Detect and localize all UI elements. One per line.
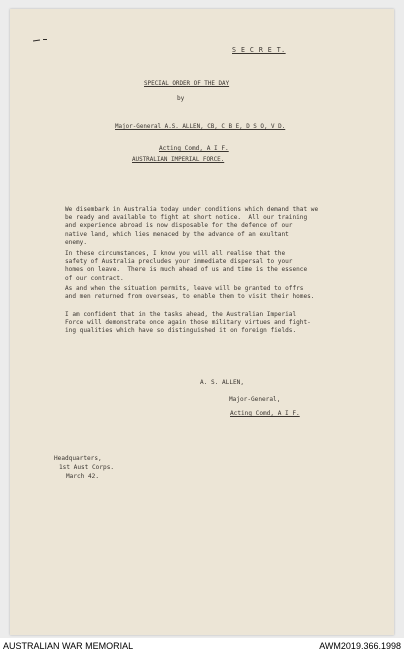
paragraph-3-line: As and when the situation permits, leave will be granted to offrs — [65, 285, 304, 292]
signature-name: A. S. ALLEN, — [200, 379, 245, 386]
paragraph-4-line: I am confident that in the tasks ahead, the Australian Imperial — [65, 311, 297, 318]
footer-institution: AUSTRALIAN WAR MEMORIAL — [3, 641, 134, 651]
role-line: Acting Comd, A I F. — [159, 145, 229, 152]
paragraph-1-line: enemy. — [65, 238, 88, 246]
paragraph-1-line: We disembark in Australia today under conditions which demand that we — [65, 206, 319, 213]
by-line: by — [177, 95, 185, 102]
location-line-1: Headquarters, — [54, 455, 102, 462]
paragraph-1-line: and experience abroad is now disposable for the defence of our — [65, 222, 293, 230]
ink-mark — [43, 39, 47, 40]
signature-rank: Major-General, — [229, 396, 281, 403]
author-line: Major-General A.S. ALLEN, CB, C B E, D S O, V D. — [115, 124, 286, 130]
ink-mark — [33, 40, 40, 42]
classification: S E C R E T. — [232, 46, 286, 54]
signature-role: Acting Comd, A I F. — [230, 410, 300, 417]
paragraph-2-line: of our contract. — [65, 274, 124, 282]
paragraph-1-line: native land, which lies menaced by the advance of an exultant — [65, 230, 289, 238]
document-page — [10, 9, 394, 635]
paragraph-4-line: Force will demonstrate once again those military virtues and fight- — [65, 319, 311, 327]
location-line-3: March 42. — [66, 473, 100, 480]
force-line: AUSTRALIAN IMPERIAL FORCE. — [132, 157, 225, 163]
footer-bar — [0, 638, 404, 653]
paragraph-2-line: safety of Australia precludes your immediate dispersal to your — [65, 258, 293, 266]
paragraph-1-line: be ready and available to fight at short notice. All our training — [65, 214, 308, 222]
paragraph-3-line: and men returned from overseas, to enable them to visit their homes. — [65, 293, 315, 301]
paragraph-2-line: homes on leave. There is much ahead of us and time is the essence — [65, 266, 308, 274]
paragraph-2-line: In these circumstances, I know you will all realise that the — [65, 250, 286, 257]
document-heading: SPECIAL ORDER OF THE DAY — [144, 81, 230, 87]
footer-accession: AWM2019.366.1998 — [319, 641, 401, 651]
paragraph-4-line: ing qualities which have so distinguished it on foreign fields. — [65, 327, 297, 335]
location-line-2: 1st Aust Corps. — [59, 464, 115, 471]
